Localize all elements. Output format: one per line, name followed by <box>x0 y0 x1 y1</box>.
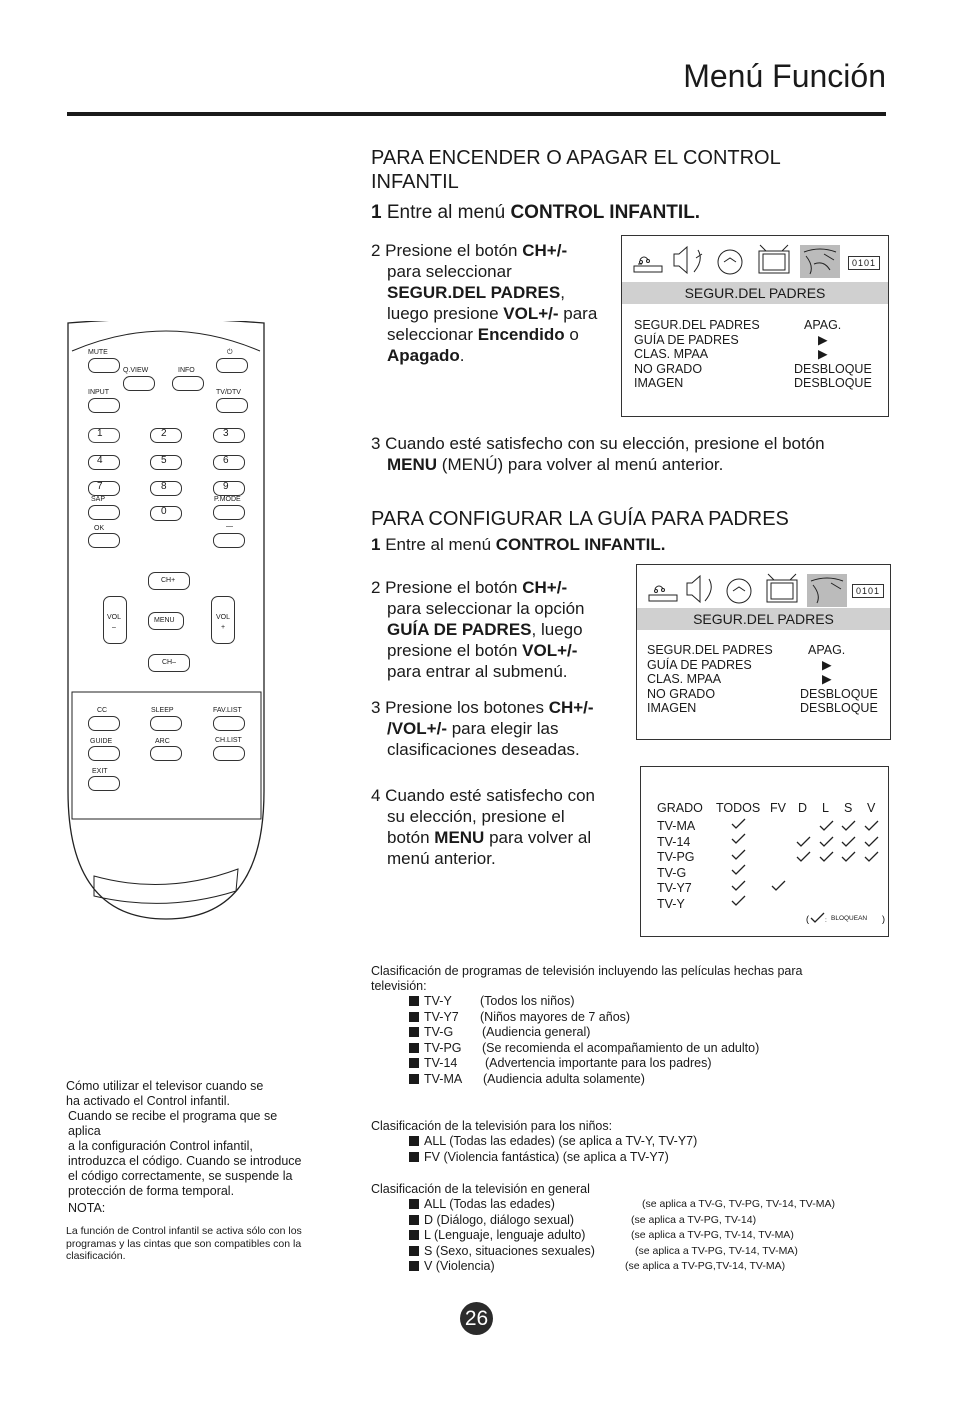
class-item: L (Lenguaje, lenguaje adulto) (se aplica a TV-PG, TV-14, TV-MA) <box>409 1228 891 1244</box>
step-bold: Apagado <box>387 346 460 365</box>
step-text: 3 Presione los botones <box>371 698 544 717</box>
label-sap: SAP <box>91 496 106 503</box>
label-menu: MENU <box>154 617 175 624</box>
rating-grid <box>640 766 889 937</box>
osd-value: DESBLOQUE <box>794 361 872 376</box>
svg-text:(: ( <box>806 914 809 924</box>
guide-button[interactable] <box>88 746 120 761</box>
class-intro: Clasificación de la televisión en general <box>371 1182 590 1196</box>
minus-icon: – <box>112 624 116 631</box>
osd-row: IMAGEN <box>647 701 697 715</box>
digit-4: 4 <box>97 455 103 466</box>
step-text: clasificaciones deseadas. <box>387 740 580 759</box>
label-tvdtv: TV/DTV <box>216 389 241 396</box>
step-number: 1 <box>371 535 381 554</box>
title-rule <box>67 112 886 116</box>
grid-row-label: TV-PG <box>657 850 695 864</box>
grid-header: FV <box>770 801 786 815</box>
digit-9-button[interactable] <box>213 481 245 496</box>
section1-heading-line1: PARA ENCENDER O APAGAR EL CONTROL <box>371 147 781 169</box>
label-dash: — <box>226 523 233 530</box>
grid-header: D <box>798 801 808 815</box>
dash-button[interactable] <box>213 533 245 548</box>
step-bold: CH+/- <box>548 698 594 717</box>
label-chp: CH+ <box>161 577 176 584</box>
osd-value: ▶ <box>822 657 832 672</box>
note-line: clasificación. <box>66 1250 126 1262</box>
digit-8: 8 <box>161 481 167 492</box>
class-item: ALL (Todas las edades) (se aplica a TV-Y, TV-Y7) <box>409 1134 871 1150</box>
label-chm: CH– <box>162 659 177 666</box>
osd-icon-row <box>628 242 882 278</box>
grid-legend: BLOQUEAN <box>831 915 868 922</box>
class-item: D (Diálogo, diálogo sexual) (se aplica a TV-PG, TV-14) <box>409 1213 891 1229</box>
section2-step3 <box>371 697 631 760</box>
digit-5-button[interactable] <box>150 455 182 470</box>
digit-0-button[interactable] <box>150 506 182 521</box>
osd-menu-2 <box>636 564 891 740</box>
step-text: presione el botón <box>387 641 518 660</box>
step-text: 4 Cuando esté satisfecho con <box>371 786 595 805</box>
step-bold: VOL+/- <box>503 304 559 323</box>
grid-row-label: TV-Y <box>657 896 685 911</box>
osd-row: CLAS. MPAA <box>634 347 709 361</box>
osd-menu-1 <box>621 235 889 417</box>
qview-button[interactable] <box>123 376 155 391</box>
osd-code: 0101 <box>848 256 880 270</box>
class-item: TV-MA (Audiencia adulta solamente) <box>409 1072 871 1088</box>
osd-values <box>794 318 872 391</box>
label-ok: OK <box>94 525 105 532</box>
class-item: TV-PG (Se recomienda el acompañamiento de un adulto) <box>409 1041 871 1057</box>
step-text: 2 Presione el botón <box>371 241 518 260</box>
label-chlist: CH.LIST <box>215 737 242 744</box>
grid-header: V <box>867 801 876 815</box>
digit-4-button[interactable] <box>88 455 120 470</box>
step-bold: CH+/- <box>522 578 568 597</box>
label-pmode: P.MODE <box>214 496 241 503</box>
osd-row: GUÍA DE PADRES <box>647 657 752 672</box>
osd-value: ▶ <box>818 332 828 347</box>
label-input: INPUT <box>88 389 109 396</box>
osd-row: IMAGEN <box>634 376 684 390</box>
grid-header: GRADO <box>657 801 703 815</box>
step-bold: Encendido <box>477 325 565 344</box>
label-info: INFO <box>178 367 195 374</box>
osd-values <box>800 643 878 716</box>
note-line: Cómo utilizar el televisor cuando se <box>66 1079 264 1093</box>
digit-3: 3 <box>223 428 229 439</box>
digit-1-button[interactable] <box>88 428 120 443</box>
step-text: para seleccionar <box>387 262 512 281</box>
step-bold: CH+/- <box>522 241 568 260</box>
section2-step1 <box>371 535 665 555</box>
grid-row-label: TV-14 <box>657 834 691 849</box>
osd-bar: SEGUR.DEL PADRES <box>637 608 890 630</box>
grid-header: S <box>844 801 853 815</box>
power-icon: ⏻ <box>227 349 233 356</box>
note-line: a la configuración Control infantil, <box>68 1139 253 1153</box>
label-arc: ARC <box>155 738 170 745</box>
step-text: 2 Presione el botón <box>371 578 518 597</box>
label-mute: MUTE <box>88 349 108 356</box>
power-button[interactable] <box>216 358 248 373</box>
label-favlist: FAV.LIST <box>213 707 242 714</box>
note-line: ha activado el Control infantil. <box>66 1094 230 1108</box>
note-line: introduzca el código. Cuando se introduce <box>68 1154 302 1168</box>
step-text: su elección, presione el <box>387 807 565 826</box>
input-button[interactable] <box>88 398 120 413</box>
class-item: ALL (Todas las edades) (se aplica a TV-G, TV-PG, TV-14, TV-MA) <box>409 1197 891 1213</box>
section2-step2 <box>371 577 626 682</box>
label-exit: EXIT <box>92 768 108 775</box>
osd-row: NO GRADO <box>634 361 703 376</box>
section1-heading-line2: INFANTIL <box>371 171 459 193</box>
section1-heading <box>371 146 781 194</box>
digit-6-button[interactable] <box>213 455 245 470</box>
note-line: programas y las cintas que son compatibles con la <box>66 1237 302 1250</box>
classification-general <box>371 1182 891 1275</box>
classification-kids <box>371 1119 871 1165</box>
digit-3-button[interactable] <box>213 428 245 443</box>
step-bold: MENU <box>387 455 438 474</box>
section1-step2: 2 Presione el botón CH+/- para seleccionar SEGUR.DEL PADRES, luego presione VOL+/- para seleccionar Encendido o Apagado. <box>371 241 598 365</box>
note-line: Cuando se recibe el programa que se <box>68 1109 278 1123</box>
classification-tv <box>371 964 871 1087</box>
osd-bar: SEGUR.DEL PADRES <box>622 282 888 304</box>
nota-text <box>66 1225 346 1263</box>
osd-row: GUÍA DE PADRES <box>634 332 739 347</box>
digit-2-button[interactable] <box>150 428 182 443</box>
step-text: Entre al menú <box>385 535 492 554</box>
class-item: S (Sexo, situaciones sexuales) (se aplica a TV-PG, TV-14, TV-MA) <box>409 1244 891 1260</box>
ok-button[interactable] <box>88 533 120 548</box>
favlist-button[interactable] <box>213 716 245 731</box>
step-text: 3 Cuando esté satisfecho con su elección, presione el botón <box>371 434 825 453</box>
svg-text:): ) <box>882 914 885 924</box>
label-qview: Q.VIEW <box>123 367 149 374</box>
osd-value: DESBLOQUE <box>794 376 872 390</box>
osd-row: SEGUR.DEL PADRES <box>634 318 760 332</box>
osd-value: ▶ <box>822 672 832 686</box>
class-intro: Clasificación de programas de televisión incluyendo las películas hechas para <box>371 964 803 978</box>
class-item: TV-14 (Advertencia importante para los padres) <box>409 1056 871 1072</box>
step-text: para elegir las <box>451 719 559 738</box>
digit-0: 0 <box>161 506 167 517</box>
grid-header: TODOS <box>716 801 761 815</box>
section2-step4 <box>371 785 631 869</box>
step-bold: /VOL+/- <box>387 719 447 738</box>
note-line: La función de Control infantil se activa sólo con los <box>66 1225 302 1237</box>
grid-row-label: TV-Y7 <box>657 881 692 895</box>
digit-1: 1 <box>97 428 103 439</box>
digit-9: 9 <box>223 481 229 492</box>
grid-checkmarks <box>641 767 888 936</box>
section1-step1 <box>371 202 700 224</box>
nota-label: NOTA: <box>68 1201 106 1215</box>
step-text: para entrar al submenú. <box>387 662 568 681</box>
class-item: FV (Violencia fantástica) (se aplica a TV-Y7) <box>409 1150 871 1166</box>
step-text: para <box>563 304 598 323</box>
osd-rows <box>634 318 760 391</box>
label-guide: GUIDE <box>90 738 113 745</box>
osd-value: DESBLOQUE <box>800 686 878 701</box>
chlist-button[interactable] <box>213 746 245 761</box>
step-text: luego presione <box>387 304 499 323</box>
step-bold: CONTROL INFANTIL. <box>510 202 701 223</box>
digit-2: 2 <box>161 428 167 439</box>
step-bold: CONTROL INFANTIL. <box>495 535 666 554</box>
note-line: protección de forma temporal. <box>68 1184 235 1198</box>
class-item: TV-Y7 (Niños mayores de 7 años) <box>409 1010 871 1026</box>
sap-button[interactable] <box>88 505 120 520</box>
grid-header: L <box>822 801 829 815</box>
digit-6: 6 <box>223 455 229 466</box>
step-text: o <box>569 325 579 344</box>
step-text: botón <box>387 828 430 847</box>
label-cc: CC <box>97 707 108 714</box>
osd-rows <box>647 643 773 716</box>
tvdtv-button[interactable] <box>216 398 248 413</box>
grid-row-label: TV-MA <box>657 819 696 833</box>
label-volp: VOL <box>216 614 231 621</box>
class-intro: Clasificación de la televisión para los niños: <box>371 1119 613 1133</box>
digit-7: 7 <box>97 481 103 492</box>
osd-value: APAG. <box>804 318 842 332</box>
step-text: , luego <box>531 620 583 639</box>
mute-button[interactable] <box>88 358 120 373</box>
osd-row: NO GRADO <box>647 686 716 701</box>
label-sleep: SLEEP <box>151 707 174 714</box>
info-button[interactable] <box>172 376 204 391</box>
digit-5: 5 <box>161 455 167 466</box>
step-text: para volver al <box>489 828 592 847</box>
step-text: Entre al menú <box>386 202 506 223</box>
arc-button[interactable] <box>150 746 182 761</box>
svg-text::: : <box>825 917 827 924</box>
pmode-button[interactable] <box>213 505 245 520</box>
digit-7-button[interactable] <box>88 481 120 496</box>
section2-heading: PARA CONFIGURAR LA GUÍA PARA PADRES <box>371 508 789 530</box>
osd-value: APAG. <box>808 643 846 657</box>
step-text: para seleccionar la opción <box>387 599 585 618</box>
class-intro: televisión: <box>371 979 427 993</box>
step-text: (MENÚ) para volver al menú anterior. <box>441 455 724 474</box>
page-number: 26 <box>460 1302 493 1335</box>
osd-value: ▶ <box>818 347 828 361</box>
plus-icon: + <box>221 624 226 631</box>
step-text: seleccionar <box>387 325 473 344</box>
osd-value: DESBLOQUE <box>800 701 878 715</box>
sleep-button[interactable] <box>150 716 182 731</box>
remote-control <box>66 321 266 921</box>
note-line: el código correctamente, se suspende la <box>68 1169 293 1183</box>
osd-code: 0101 <box>852 584 884 598</box>
class-item: TV-Y (Todos los niños) <box>409 994 871 1010</box>
class-item: V (Violencia) (se aplica a TV-PG,TV-14, TV-MA) <box>409 1259 891 1275</box>
step-text: menú anterior. <box>387 849 496 868</box>
step-bold: SEGUR.DEL PADRES <box>387 283 561 302</box>
exit-button[interactable] <box>88 776 120 791</box>
step-bold: GUÍA DE PADRES <box>387 620 532 639</box>
cc-button[interactable] <box>88 716 120 731</box>
step-bold: VOL+/- <box>522 641 578 660</box>
class-item: TV-G (Audiencia general) <box>409 1025 871 1041</box>
usage-note <box>66 1079 341 1216</box>
step-number: 1 <box>371 202 382 223</box>
note-line: aplica <box>68 1124 101 1138</box>
osd-row: CLAS. MPAA <box>647 672 722 686</box>
label-volm: VOL <box>107 614 122 621</box>
grid-row-label: TV-G <box>657 865 687 880</box>
osd-row: SEGUR.DEL PADRES <box>647 643 773 657</box>
digit-8-button[interactable] <box>150 481 182 496</box>
page-title: Menú Función <box>683 58 886 94</box>
section1-step3 <box>371 433 891 475</box>
step-bold: MENU <box>434 828 485 847</box>
